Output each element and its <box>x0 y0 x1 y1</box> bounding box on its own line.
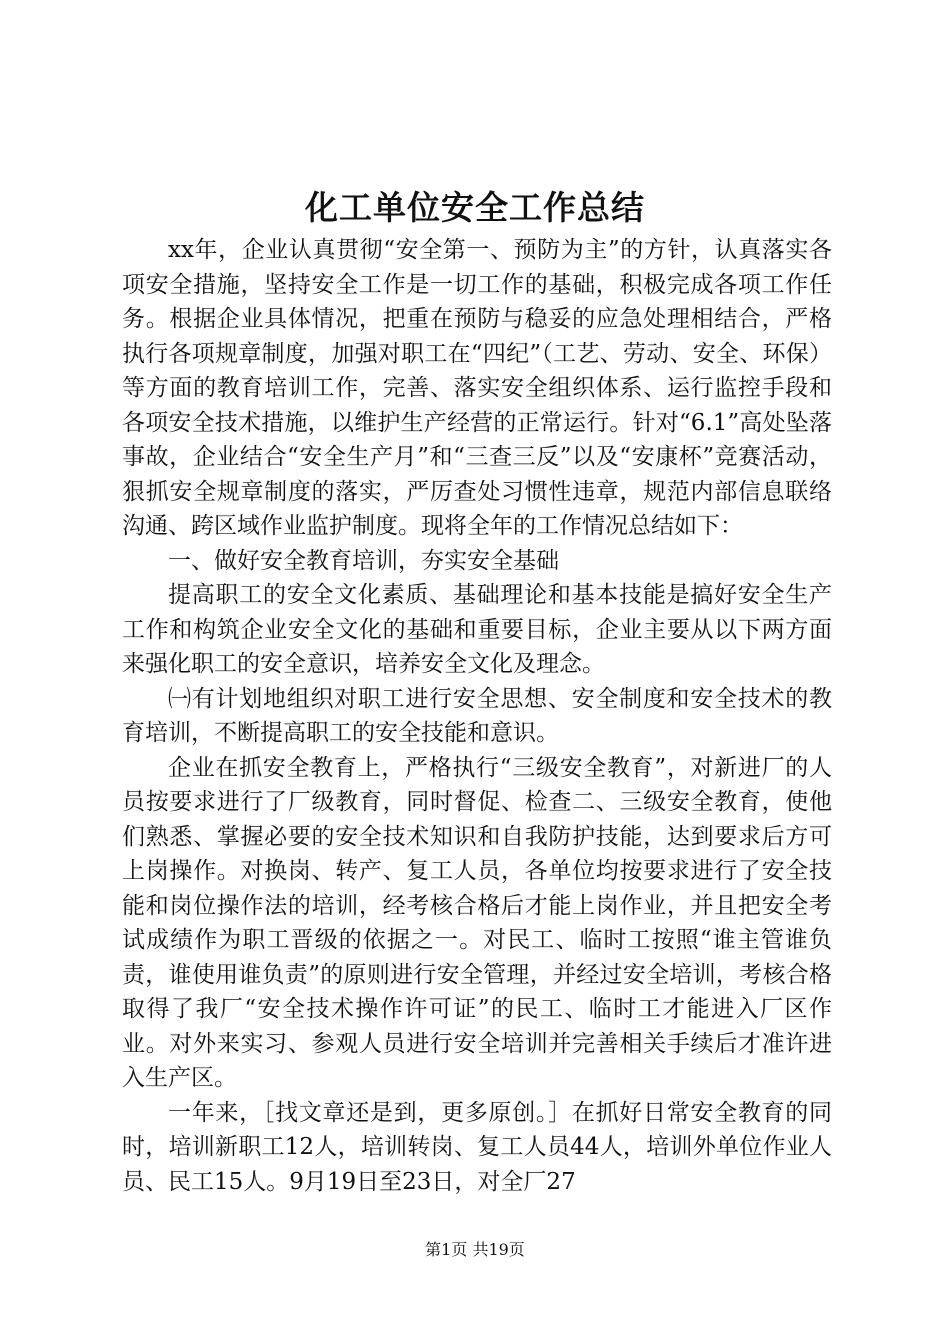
document-body <box>122 233 832 1199</box>
paragraph-section-1-intro: 提高职工的安全文化素质、基础理论和基本技能是搞好安全生产工作和构筑企业安全文化的基础和重要目标，企业主要从以下两方面来强化职工的安全意识，培养安全文化及理念。 <box>122 582 832 677</box>
section-heading-1: 一、做好安全教育培训，夯实安全基础 <box>168 547 559 574</box>
subsection-heading-1: ㈠有计划地组织对职工进行安全思想、安全制度和安全技术的教育培训，不断提高职工的安全技能和意识。 <box>122 685 832 746</box>
document-title: 化工单位安全工作总结 <box>305 188 645 227</box>
page-footer: 第1页 共19页 <box>425 1240 525 1259</box>
paragraph-three-level-education: 企业在抓安全教育上，严格执行“三级安全教育”，对新进厂的人员按要求进行了厂级教育，同时督促、检查二、三级安全教育，使他们熟悉、掌握必要的安全技术知识和自我防护技能，达到要求后方可上岗操作。对换岗、转产、复工人员，各单位均按要求进行了安全技能和岗位操作法的培训，经考核合格后才能上岗作业，并且把安全考试成绩作为职工晋级的依据之一。对民工、临时工按照“谁主管谁负责，谁使用谁负责”的原则进行安全管理，并经过安全培训，考核合格取得了我厂“安全技术操作许可证”的民工、临时工才能进入厂区作业。对外来实习、参观人员进行安全培训并完善相关手续后才准许进入生产区。 <box>122 754 832 1091</box>
paragraph-training-stats: 一年来，［找文章还是到，更多原创。］在抓好日常安全教育的同时，培训新职工12人，培训转岗、复工人员44人，培训外单位作业人员、民工15人。9月19日至23日，对全厂27 <box>122 1099 832 1195</box>
paragraph-intro: xx年，企业认真贯彻“安全第一、预防为主”的方针，认真落实各项安全措施，坚持安全工作是一切工作的基础，积极完成各项工作任务。根据企业具体情况，把重在预防与稳妥的应急处理相结合，严格执行各项规章制度，加强对职工在“四纪”（工艺、劳动、安全、环保）等方面的教育培训工作，完善、落实安全组织体系、运行监控手段和各项安全技术措施，以维护生产经营的正常运行。针对“6.1”高处坠落事故，企业结合“安全生产月”和“三查三反”以及“安康杯”竞赛活动，狠抓安全规章制度的落实，严厉查处习惯性违章，规范内部信息联络沟通、跨区域作业监护制度。现将全年的工作情况总结如下： <box>122 237 832 539</box>
